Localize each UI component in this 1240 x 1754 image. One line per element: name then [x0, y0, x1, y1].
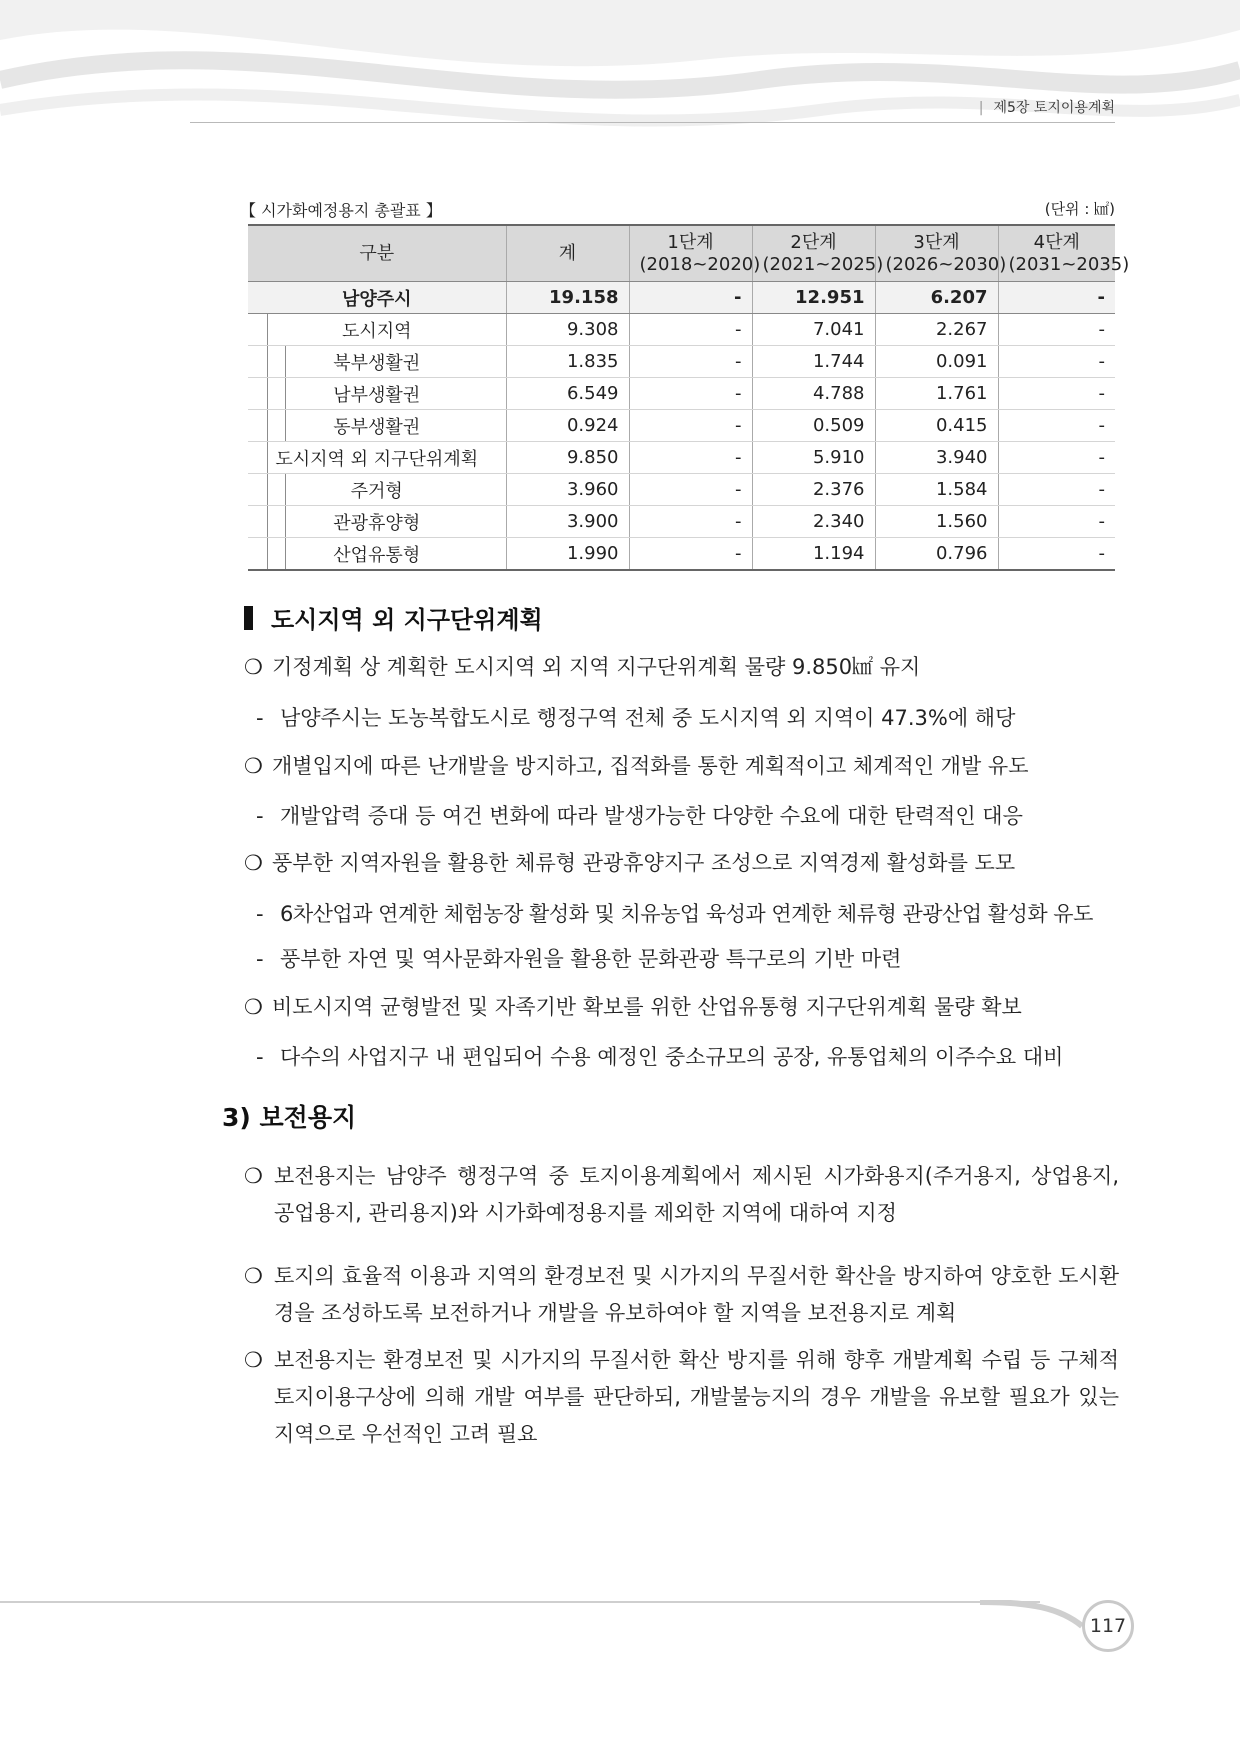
cell-stage-3: 2.267 — [875, 314, 998, 346]
subsection-title: 3) 보전용지 — [222, 1103, 357, 1132]
row-label-text: 산업유통형 — [333, 544, 421, 566]
table-unit: (단위 : ㎢) — [1044, 200, 1115, 218]
summary-table — [248, 224, 1130, 571]
row-label — [248, 378, 506, 410]
cell-stage-4: - — [998, 346, 1115, 378]
bullet-text: 기정계획 상 계획한 도시지역 외 지역 지구단위계획 물량 9.850㎢ 유지 — [272, 655, 921, 679]
chapter-title: 제5장 토지이용계획 — [993, 100, 1115, 116]
row-label-text: 동부생활권 — [333, 416, 421, 438]
cell-stage-3: 6.207 — [875, 282, 998, 314]
row-label — [248, 506, 506, 538]
cell-total: 1.990 — [506, 538, 629, 571]
circle-bullet-icon: ❍ — [244, 1264, 263, 1288]
circle-bullet-icon: ❍ — [244, 754, 263, 778]
section-title: 도시지역 외 지구단위계획 — [271, 606, 543, 634]
row-label-text: 북부생활권 — [333, 352, 421, 374]
sub-item — [256, 701, 1015, 735]
cell-stage-4: - — [998, 506, 1115, 538]
cell-stage-4: - — [998, 378, 1115, 410]
cell-stage-4: - — [998, 442, 1115, 474]
footer-swoosh — [0, 1600, 1240, 1640]
header-stage-1: 1단계 (2018~2020) — [629, 225, 752, 282]
dash-bullet-icon: - — [256, 1045, 264, 1069]
row-label — [248, 346, 506, 378]
cell-stage-1: - — [629, 346, 752, 378]
table-row-total — [248, 282, 1115, 314]
paragraph — [244, 1342, 1119, 1453]
table-row — [248, 346, 1115, 378]
sub-item — [256, 799, 1023, 833]
table-row — [248, 378, 1115, 410]
table-row — [248, 506, 1115, 538]
sub-item — [256, 897, 1093, 931]
table-header-row — [248, 225, 1115, 282]
row-label: 남양주시 — [248, 282, 506, 314]
cell-stage-3: 1.584 — [875, 474, 998, 506]
cell-stage-1: - — [629, 506, 752, 538]
cell-stage-4: - — [998, 538, 1115, 571]
cell-stage-4: - — [998, 410, 1115, 442]
sub-item — [256, 1040, 1063, 1074]
cell-stage-3: 0.796 — [875, 538, 998, 571]
paragraph-text: 보전용지는 남양주 행정구역 중 토지이용계획에서 제시된 시가화용지(주거용지, 상업용지, 공업용지, 관리용지)와 시가화예정용지를 제외한 지역에 대하여 지정 — [274, 1164, 1119, 1225]
cell-total: 9.850 — [506, 442, 629, 474]
cell-stage-2: 0.509 — [752, 410, 875, 442]
cell-stage-2: 12.951 — [752, 282, 875, 314]
cell-stage-1: - — [629, 378, 752, 410]
cell-stage-3: 0.415 — [875, 410, 998, 442]
header-separator: | — [978, 100, 984, 116]
dash-bullet-icon: - — [256, 706, 264, 730]
cell-stage-1: - — [629, 410, 752, 442]
row-label-text: 관광휴양형 — [333, 512, 421, 534]
table-row — [248, 474, 1115, 506]
paragraph-text: 보전용지는 환경보전 및 시가지의 무질서한 확산 방지를 위해 향후 개발계획 수립 등 구체적 토지이용구상에 의해 개발 여부를 판단하되, 개발불능지의 경우 개발을 유보할 필요가 있는 지역으로 우선적인 고려 필요 — [274, 1348, 1119, 1446]
cell-total: 0.924 — [506, 410, 629, 442]
cell-stage-2: 2.376 — [752, 474, 875, 506]
paragraph — [244, 1258, 1119, 1332]
circle-bullet-icon: ❍ — [244, 1164, 263, 1188]
bullet-text: 개별입지에 따른 난개발을 방지하고, 집적화를 통한 계획적이고 체계적인 개발 유도 — [272, 754, 1029, 778]
circle-bullet-icon: ❍ — [244, 655, 263, 679]
header-rule — [190, 122, 1115, 123]
cell-stage-4: - — [998, 474, 1115, 506]
table-caption: 【 시가화예정용지 총괄표 】 — [240, 201, 442, 220]
bullet-item — [244, 846, 1015, 880]
dash-bullet-icon: - — [256, 902, 264, 926]
bullet-item — [244, 749, 1028, 783]
row-label — [248, 410, 506, 442]
cell-stage-3: 1.560 — [875, 506, 998, 538]
sub-text: 풍부한 자연 및 역사문화자원을 활용한 문화관광 특구로의 기반 마련 — [280, 947, 902, 971]
cell-stage-2: 2.340 — [752, 506, 875, 538]
sub-text: 개발압력 증대 등 여건 변화에 따라 발생가능한 다양한 수요에 대한 탄력적인 대응 — [280, 804, 1023, 828]
cell-stage-2: 7.041 — [752, 314, 875, 346]
bullet-item — [244, 990, 1022, 1024]
cell-total: 3.960 — [506, 474, 629, 506]
cell-stage-2: 1.744 — [752, 346, 875, 378]
cell-stage-2: 1.194 — [752, 538, 875, 571]
row-label-text: 남부생활권 — [333, 384, 421, 406]
paragraph — [244, 1158, 1119, 1232]
bullet-text: 비도시지역 균형발전 및 자족기반 확보를 위한 산업유통형 지구단위계획 물량 확보 — [272, 995, 1022, 1019]
bullet-item — [244, 650, 920, 684]
cell-stage-3: 3.940 — [875, 442, 998, 474]
cell-stage-4: - — [998, 282, 1115, 314]
section-heading — [244, 600, 543, 635]
cell-stage-3: 1.761 — [875, 378, 998, 410]
row-label — [248, 474, 506, 506]
cell-total: 6.549 — [506, 378, 629, 410]
header-stage-2: 2단계 (2021~2025) — [752, 225, 875, 282]
cell-stage-3: 0.091 — [875, 346, 998, 378]
table-row — [248, 314, 1115, 346]
cell-stage-1: - — [629, 314, 752, 346]
table-row — [248, 442, 1115, 474]
cell-total: 3.900 — [506, 506, 629, 538]
row-label — [248, 538, 506, 571]
sub-text: 다수의 사업지구 내 편입되어 수용 예정인 중소규모의 공장, 유통업체의 이주수요 대비 — [280, 1045, 1064, 1069]
table-row — [248, 538, 1115, 571]
cell-stage-4: - — [998, 314, 1115, 346]
cell-stage-2: 5.910 — [752, 442, 875, 474]
sub-item — [256, 942, 901, 976]
cell-total: 1.835 — [506, 346, 629, 378]
dash-bullet-icon: - — [256, 947, 264, 971]
header-stage-4: 4단계 (2031~2035) — [998, 225, 1115, 282]
paragraph-text: 토지의 효율적 이용과 지역의 환경보전 및 시가지의 무질서한 확산을 방지하여 양호한 도시환경을 조성하도록 보전하거나 개발을 유보하여야 할 지역을 보전용지로 계획 — [274, 1264, 1119, 1325]
cell-stage-1: - — [629, 474, 752, 506]
cell-total: 19.158 — [506, 282, 629, 314]
circle-bullet-icon: ❍ — [244, 995, 263, 1019]
page-number: 117 — [1082, 1600, 1134, 1652]
cell-stage-1: - — [629, 442, 752, 474]
row-label-text: 도시지역 — [341, 320, 412, 342]
circle-bullet-icon: ❍ — [244, 1348, 263, 1372]
row-label-text: 주거형 — [350, 480, 403, 502]
header-total: 계 — [506, 225, 629, 282]
cell-stage-2: 4.788 — [752, 378, 875, 410]
cell-total: 9.308 — [506, 314, 629, 346]
circle-bullet-icon: ❍ — [244, 851, 263, 875]
cell-stage-1: - — [629, 538, 752, 571]
row-label-text: 도시지역 외 지구단위계획 — [275, 448, 479, 470]
row-label — [248, 314, 506, 346]
sub-text: 남양주시는 도농복합도시로 행정구역 전체 중 도시지역 외 지역이 47.3%에 해당 — [280, 706, 1016, 730]
sub-text: 6차산업과 연계한 체험농장 활성화 및 치유농업 육성과 연계한 체류형 관광산업 활성화 유도 — [280, 902, 1093, 926]
header-wave-decoration — [0, 0, 1240, 190]
section-marker — [244, 606, 253, 630]
dash-bullet-icon: - — [256, 804, 264, 828]
bullet-text: 풍부한 지역자원을 활용한 체류형 관광휴양지구 조성으로 지역경제 활성화를 도모 — [272, 851, 1016, 875]
chapter-header — [979, 97, 1115, 117]
row-label — [248, 442, 506, 474]
header-stage-3: 3단계 (2026~2030) — [875, 225, 998, 282]
header-category: 구분 — [248, 225, 506, 282]
table-row — [248, 410, 1115, 442]
cell-stage-1: - — [629, 282, 752, 314]
